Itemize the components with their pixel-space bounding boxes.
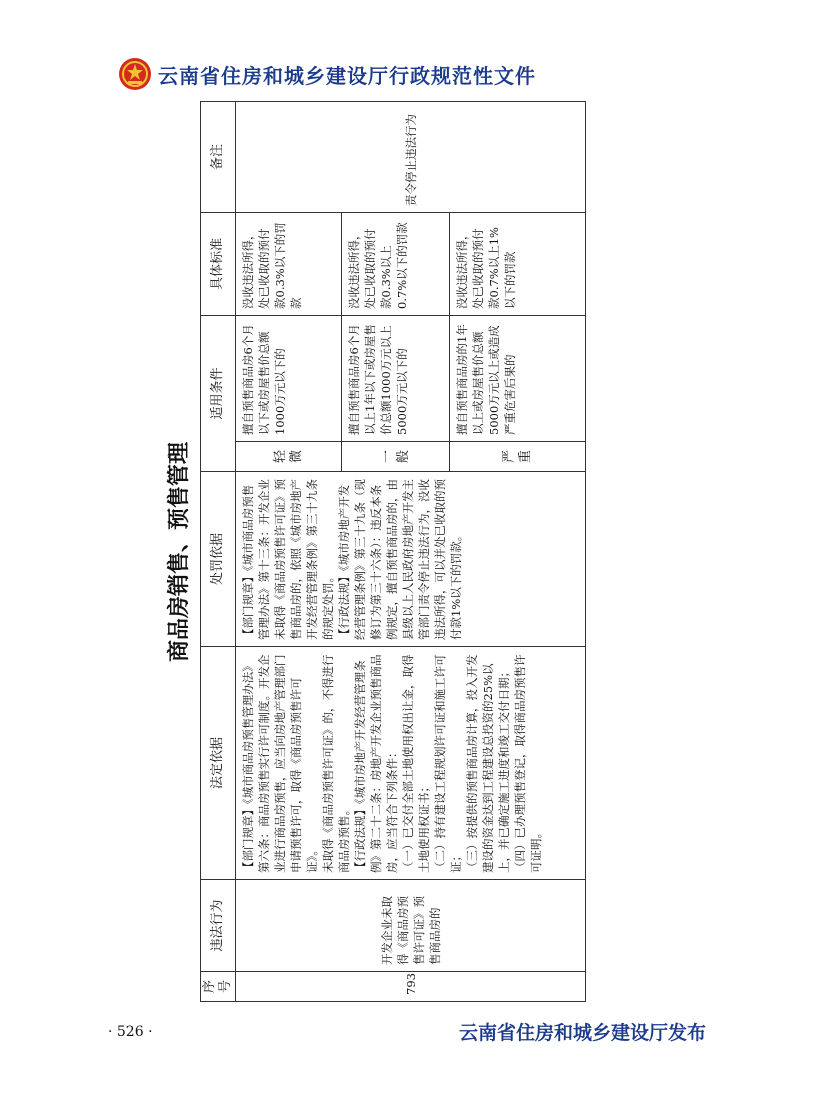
basis-line: （二）持有建设工程规划许可证和施工许可证； [433,654,463,873]
row-note: 责令停止违法行为 [236,101,586,212]
rotated-table-area [158,102,584,1002]
level-general: 一般 [342,442,450,472]
penalty-line: 【行政法规】《城市房地产开发经营管理条例》第三十九条（现修订为第三十六条）：违反本条例规定，擅自预售商品房的，由县级以上人民政府房地产开发主管部门责令停止违法行为，没收违法所得，可以并处已收取的预付款1%以下的罚款。 [337,479,463,640]
basis-line: 未取得《商品房预售许可证》的，不得进行商品房预售。 [321,654,351,873]
penalty-table [200,101,586,1002]
level-severe: 严重 [450,442,586,472]
row-act: 开发企业未取得《商品房预售许可证》预售商品房的 [236,880,586,972]
col-header-index: 序号 [201,972,236,1002]
penalty-line: 【部门规章】《城市商品房预售管理办法》第十三条：开发企业未取得《商品房预售许可证》预售商品房的，依照《城市房地产开发经营管理条例》第三十九条的规定处罚。 [241,479,335,640]
national-emblem-icon [118,57,152,91]
standard-minor: 没收违法所得，处已收取的预付款0.3%以下的罚款 [236,212,342,315]
publisher-footer: 云南省住房和城乡建设厅发布 [458,1022,706,1044]
standard-general: 没收违法所得，处已收取的预付款0.3%以上0.7%以下的罚款 [342,212,450,315]
basis-line: （一）已交付全部土地使用权出让金，取得土地使用权证书； [401,654,431,873]
level-minor: 轻微 [236,442,342,472]
basis-line: 【部门规章】《城市商品房预售管理办法》第六条：商品房预售实行许可制度。开发企业进行商品房预售，应当向房地产管理部门申请预售许可，取得《商品房预售许可证》。 [241,654,319,873]
standard-severe: 没收违法所得，处已收取的预付款0.7%以上1%以下的罚款 [450,212,586,315]
condition-minor: 擅自预售商品房6个月以下或房屋售价总额1000万元以下的 [236,315,342,441]
basis-line: （四）已办理预售登记，取得商品房预售许可证明。 [513,654,543,873]
table-row [236,101,342,1001]
document-header-title: 云南省住房和城乡建设厅行政规范性文件 [158,63,536,88]
row-basis [236,647,586,880]
col-header-basis: 法定依据 [201,647,236,880]
col-header-note: 备注 [201,101,236,212]
row-penalty [236,472,586,647]
col-header-penalty: 处罚依据 [201,472,236,647]
basis-line: （三）按提供的预售商品房计算，投入开发建设的资金达到工程建设总投资的25%以上，并已确定施工进度和竣工交付日期； [465,654,511,873]
col-header-standard: 具体标准 [201,212,236,315]
col-header-act: 违法行为 [201,880,236,972]
col-header-conditions: 适用条件 [201,315,236,471]
row-index: 793 [236,972,586,1002]
table-header-row [201,101,236,1001]
page-number: · 526 · [108,1024,153,1040]
table-title: 商品房销售、预售管理 [166,442,192,663]
page-header [118,54,536,94]
condition-general: 擅自预售商品房6个月以上1年以下或房屋售价总额1000万元以上5000万元以下的 [342,315,450,441]
condition-severe: 擅自预售商品房的1年以上或房屋售价总额5000万元以上或造成严重危害后果的 [450,315,586,441]
basis-line: 【行政法规】《城市房地产开发经营管理条例》第二十二条：房地产开发企业预售商品房，应当符合下列条件： [353,654,399,873]
